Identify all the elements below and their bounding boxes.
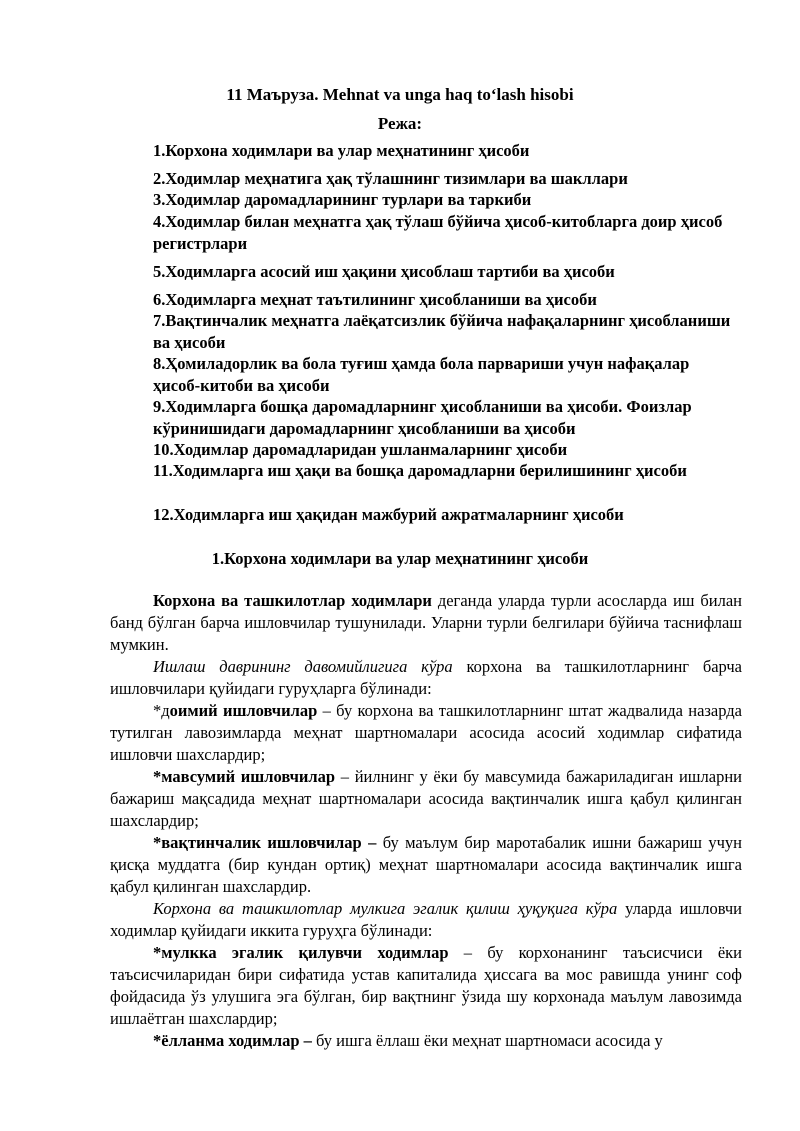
paragraph-permanent-workers: *доимий ишловчилар – бу корхона ва ташкилотларнинг штат жадвалида назарда тутилган лавозимларда меҳнат шартномалари асосида асосий ходимлар сифатида ишловчи шахслардир; [110, 701, 742, 764]
plan-item-5: 5.Ходимларга асосий иш ҳақини ҳисоблаш тартиби ва ҳисоби [153, 262, 615, 281]
plan-item-3: 3.Ходимлар даромадларининг турлари ва таркиби [153, 190, 532, 209]
plan-item-10: 10.Ходимлар даромадларидан ушланмаларнинг ҳисоби [153, 440, 568, 459]
term-employees: Корхона ва ташкилотлар ходимлари [153, 591, 432, 610]
paragraph-owner-employees: *мулкка эгалик қилувчи ходимлар – бу корхонанинг таъсисчиси ёки таъсисчиларидан бири сифатида устав капиталида ҳиссага ва мос равишда унинг соф фойдасида ўз улушига эга бўлган, бир вақтнинг ўзида шу корхонада маълум лавозимда ишлаётган шахслардир; [110, 943, 742, 1028]
term-temporary-workers: *вақтинчалик ишловчилар – [153, 833, 377, 852]
term-seasonal-workers: *мавсумий ишловчилар [153, 767, 336, 786]
plan-item-9: 9.Ходимларга бошқа даромадларнинг ҳисобланиши ва ҳисоби. Фоизлар кўринишидаги даромадларнинг ҳисобланиши ва ҳисоби [153, 397, 692, 438]
body-text [110, 590, 742, 1052]
criterion-ownership: Корхона ва ташкилотлар мулкига эгалик қилиш ҳуқуқига кўра [153, 899, 618, 918]
term-hired-employees: *ёлланма ходимлар – [153, 1031, 312, 1050]
paragraph-by-duration: Ишлаш даврининг давомийлигига кўра корхона ва ташкилотларнинг барча ишловчилари қуйидаги гуруҳларга бўлинади: [110, 657, 742, 698]
plan-item-6: 6.Ходимларга меҳнат таътилининг ҳисобланиши ва ҳисоби [153, 290, 597, 309]
paragraph-seasonal-workers: *мавсумий ишловчилар – йилнинг у ёки бу мавсумида бажариладиган ишларни бажариш мақсадида меҳнат шартномалари асосида вақтинчалик ишга қабул қилинган шахслардир; [110, 767, 742, 830]
plan-item-12: 12.Ходимларга иш ҳақидан мажбурий ажратмаларнинг ҳисоби [153, 505, 624, 524]
plan-item-1: 1.Корхона ходимлари ва улар меҳнатининг ҳисоби [153, 141, 530, 160]
plan-item-7: 7.Вақтинчалик меҳнатга лаёқатсизлик бўйича нафақаларнинг ҳисобланиши ва ҳисоби [153, 311, 731, 352]
section-heading: 1.Корхона ходимлари ва улар меҳнатининг ҳисоби [211, 549, 589, 568]
paragraph-by-ownership: Корхона ва ташкилотлар мулкига эгалик қилиш ҳуқуқига кўра уларда ишловчи ходимлар қуйидаги иккита гуруҳга бўлинади: [110, 899, 742, 940]
plan-item-4: 4.Ходимлар билан меҳнатга ҳақ тўлаш бўйича ҳисоб-китобларга доир ҳисоб регистрлари [153, 212, 723, 253]
term-permanent-workers: оимий ишловчилар [169, 701, 318, 720]
paragraph-temporary-workers: *вақтинчалик ишловчилар – бу маълум бир маротабалик ишни бажариш учун қисқа муддатга (бир кундан ортиқ) меҳнат шартномалари асосида вақтинчалик ишга қабул қилинган шахслардир. [110, 833, 742, 896]
paragraph-employees-definition: Корхона ва ташкилотлар ходимлари деганда уларда турли асосларда иш билан банд бўлган барча ишловчилар тушунилади. Уларни турли белгилари бўйича таснифлаш мумкин. [110, 591, 742, 654]
plan-item-11: 11.Ходимларга иш ҳақи ва бошқа даромадларни берилишининг ҳисоби [153, 461, 687, 480]
plan-heading: Режа: [377, 114, 423, 133]
criterion-duration: Ишлаш даврининг давомийлигига кўра [153, 657, 453, 676]
plan-item-2: 2.Ходимлар меҳнатига ҳақ тўлашнинг тизимлари ва шакллари [153, 169, 628, 188]
lecture-title: 11 Маъруза. Mehnat va unga haq to‘lash hisobi [226, 85, 574, 104]
term-owner-employees: *мулкка эгалик қилувчи ходимлар [153, 943, 449, 962]
plan-item-8: 8.Ҳомиладорлик ва бола туғиш ҳамда бола парвариши учун нафақалар ҳисоб-китоби ва ҳисоби [153, 354, 690, 395]
paragraph-hired-employees: *ёлланма ходимлар – бу ишга ёллаш ёки меҳнат шартномаси асосида у [153, 1031, 663, 1050]
